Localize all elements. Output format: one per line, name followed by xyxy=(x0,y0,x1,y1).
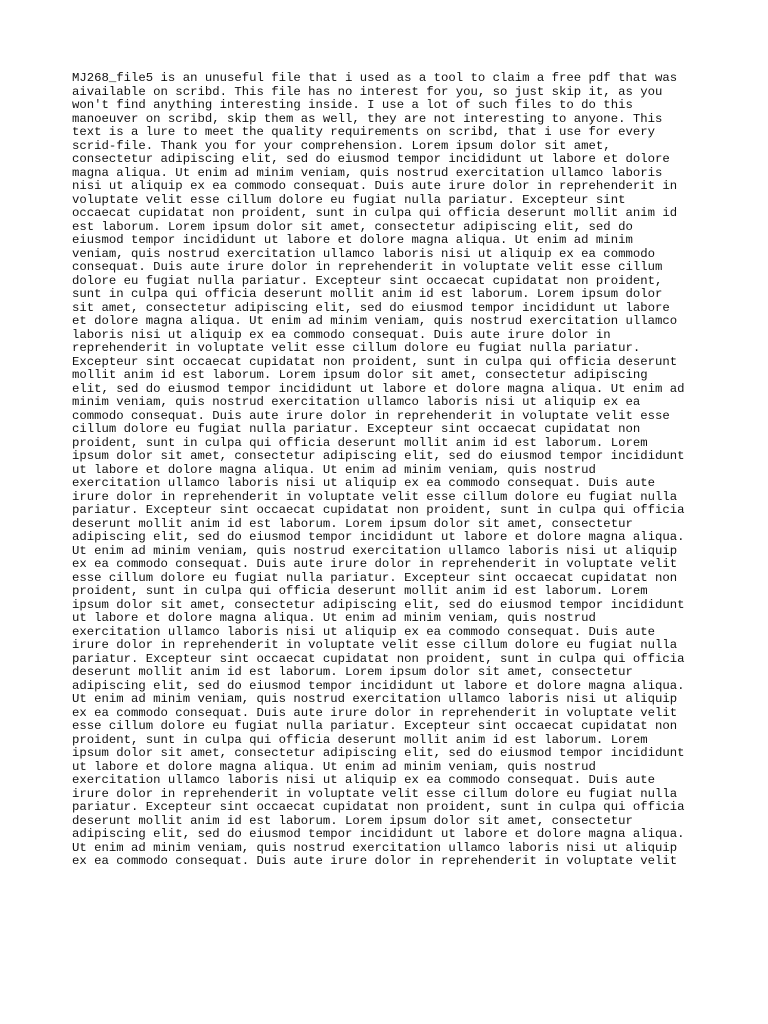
text-line: nisi ut aliquip ex ea commodo consequat. Duis aute irure dolor in reprehenderit in xyxy=(72,179,678,193)
text-line: deserunt mollit anim id est laborum. Lorem ipsum dolor sit amet, consectetur xyxy=(72,665,633,679)
text-line: proident, sunt in culpa qui officia deserunt mollit anim id est laborum. Lorem xyxy=(72,435,648,450)
text-line: exercitation ullamco laboris nisi ut aliquip ex ea commodo consequat. Duis aute xyxy=(72,624,655,639)
text-line: sit amet, consectetur adipiscing elit, sed do eiusmod tempor incididunt ut labore xyxy=(72,300,670,315)
text-line: occaecat cupidatat non proident, sunt in culpa qui officia deserunt mollit anim id xyxy=(72,206,678,220)
text-line: MJ268_file5 is an unuseful file that i used as a tool to claim a free pdf that was xyxy=(72,71,678,85)
text-line: consectetur adipiscing elit, sed do eiusmod tempor incididunt ut labore et dolore xyxy=(72,152,670,166)
text-line: reprehenderit in voluptate velit esse cillum dolore eu fugiat nulla pariatur. xyxy=(72,341,641,355)
text-line: eiusmod tempor incididunt ut labore et dolore magna aliqua. Ut enim ad minim xyxy=(72,233,633,247)
text-line: manoeuver on scribd, skip them as well, they are not interesting to anyone. This xyxy=(72,111,663,126)
text-line: Excepteur sint occaecat cupidatat non proident, sunt in culpa qui officia deserunt xyxy=(72,354,678,369)
text-line: ex ea commodo consequat. Duis aute irure dolor in reprehenderit in voluptate velit xyxy=(72,854,678,868)
text-line: cillum dolore eu fugiat nulla pariatur. Excepteur sint occaecat cupidatat non xyxy=(72,422,641,436)
text-line: laboris nisi ut aliquip ex ea commodo consequat. Duis aute irure dolor in xyxy=(72,327,611,342)
text-line: voluptate velit esse cillum dolore eu fugiat nulla pariatur. Excepteur sint xyxy=(72,192,626,207)
text-line: ex ea commodo consequat. Duis aute irure dolor in reprehenderit in voluptate velit xyxy=(72,557,678,571)
text-line: ipsum dolor sit amet, consectetur adipiscing elit, sed do eiusmod tempor incididunt xyxy=(72,449,685,463)
text-line: commodo consequat. Duis aute irure dolor in reprehenderit in voluptate velit esse xyxy=(72,408,670,423)
text-line: ipsum dolor sit amet, consectetur adipiscing elit, sed do eiusmod tempor incididunt xyxy=(72,746,685,760)
text-line: proident, sunt in culpa qui officia deserunt mollit anim id est laborum. Lorem xyxy=(72,732,648,747)
document-body-text xyxy=(72,72,712,869)
text-line: text is a lure to meet the quality requirements on scribd, that i use for every xyxy=(72,125,655,139)
text-line: ipsum dolor sit amet, consectetur adipiscing elit, sed do eiusmod tempor incididunt xyxy=(72,597,685,612)
text-line: mollit anim id est laborum. Lorem ipsum dolor sit amet, consectetur adipiscing xyxy=(72,368,648,382)
text-line: ut labore et dolore magna aliqua. Ut enim ad minim veniam, quis nostrud xyxy=(72,611,596,625)
text-line: Ut enim ad minim veniam, quis nostrud exercitation ullamco laboris nisi ut aliquip xyxy=(72,840,678,855)
text-line: deserunt mollit anim id est laborum. Lorem ipsum dolor sit amet, consectetur xyxy=(72,813,633,828)
text-line: dolore eu fugiat nulla pariatur. Excepteur sint occaecat cupidatat non proident, xyxy=(72,273,663,288)
text-line: irure dolor in reprehenderit in voluptate velit esse cillum dolore eu fugiat nulla xyxy=(72,489,678,504)
text-line: et dolore magna aliqua. Ut enim ad minim veniam, quis nostrud exercitation ullamco xyxy=(72,314,678,328)
text-line: Ut enim ad minim veniam, quis nostrud exercitation ullamco laboris nisi ut aliquip xyxy=(72,543,678,558)
text-line: aivailable on scribd. This file has no interest for you, so just skip it, as you xyxy=(72,84,663,99)
text-line: exercitation ullamco laboris nisi ut aliquip ex ea commodo consequat. Duis aute xyxy=(72,476,655,490)
text-line: pariatur. Excepteur sint occaecat cupidatat non proident, sunt in culpa qui officia xyxy=(72,503,685,517)
text-line: ut labore et dolore magna aliqua. Ut enim ad minim veniam, quis nostrud xyxy=(72,462,596,477)
text-line: irure dolor in reprehenderit in voluptate velit esse cillum dolore eu fugiat nulla xyxy=(72,786,678,801)
text-line: exercitation ullamco laboris nisi ut aliquip ex ea commodo consequat. Duis aute xyxy=(72,773,655,787)
text-line: adipiscing elit, sed do eiusmod tempor incididunt ut labore et dolore magna aliqua. xyxy=(72,827,685,841)
text-line: Ut enim ad minim veniam, quis nostrud exercitation ullamco laboris nisi ut aliquip xyxy=(72,692,678,706)
text-line: ut labore et dolore magna aliqua. Ut enim ad minim veniam, quis nostrud xyxy=(72,759,596,774)
text-line: irure dolor in reprehenderit in voluptate velit esse cillum dolore eu fugiat nulla xyxy=(72,638,678,652)
text-line: deserunt mollit anim id est laborum. Lorem ipsum dolor sit amet, consectetur xyxy=(72,516,633,531)
text-line: consequat. Duis aute irure dolor in reprehenderit in voluptate velit esse cillum xyxy=(72,260,663,274)
text-line: ex ea commodo consequat. Duis aute irure dolor in reprehenderit in voluptate velit xyxy=(72,705,678,720)
text-line: veniam, quis nostrud exercitation ullamco laboris nisi ut aliquip ex ea commodo xyxy=(72,246,655,261)
text-line: magna aliqua. Ut enim ad minim veniam, quis nostrud exercitation ullamco laboris xyxy=(72,165,663,180)
text-line: pariatur. Excepteur sint occaecat cupidatat non proident, sunt in culpa qui officia xyxy=(72,651,685,666)
text-line: proident, sunt in culpa qui officia deserunt mollit anim id est laborum. Lorem xyxy=(72,584,648,598)
text-line: elit, sed do eiusmod tempor incididunt ut labore et dolore magna aliqua. Ut enim ad xyxy=(72,381,685,396)
text-line: sunt in culpa qui officia deserunt mollit anim id est laborum. Lorem ipsum dolor xyxy=(72,287,663,301)
text-line: pariatur. Excepteur sint occaecat cupidatat non proident, sunt in culpa qui officia xyxy=(72,800,685,814)
text-line: esse cillum dolore eu fugiat nulla pariatur. Excepteur sint occaecat cupidatat non xyxy=(72,719,678,733)
text-line: est laborum. Lorem ipsum dolor sit amet, consectetur adipiscing elit, sed do xyxy=(72,219,633,234)
text-line: won't find anything interesting inside. I use a lot of such files to do this xyxy=(72,98,633,112)
text-line: adipiscing elit, sed do eiusmod tempor incididunt ut labore et dolore magna aliqua. xyxy=(72,678,685,693)
text-line: esse cillum dolore eu fugiat nulla pariatur. Excepteur sint occaecat cupidatat non xyxy=(72,570,678,585)
text-line: minim veniam, quis nostrud exercitation ullamco laboris nisi ut aliquip ex ea xyxy=(72,395,641,409)
text-line: scrid-file. Thank you for your comprehension. Lorem ipsum dolor sit amet, xyxy=(72,138,611,153)
text-line: adipiscing elit, sed do eiusmod tempor incididunt ut labore et dolore magna aliqua. xyxy=(72,530,685,544)
